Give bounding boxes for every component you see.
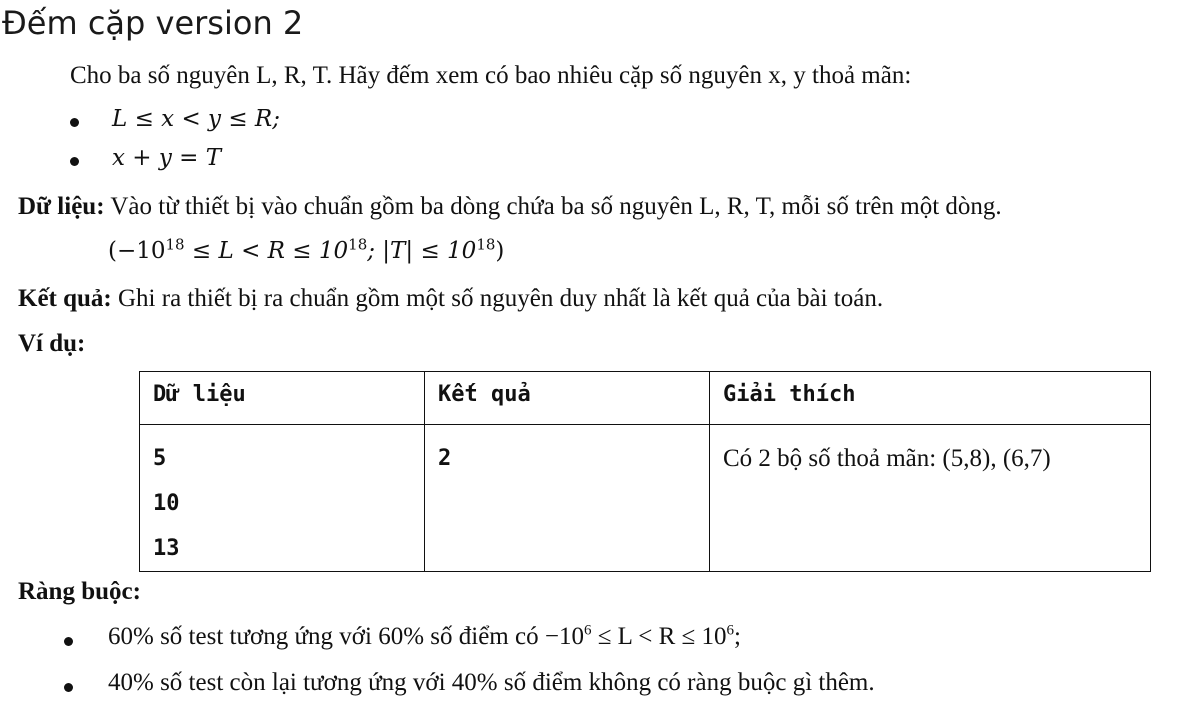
constraint-2: 40% số test còn lại tương ứng với 40% số điểm không có ràng buộc gì thêm. xyxy=(108,669,875,696)
input-label: Dữ liệu: xyxy=(18,193,105,220)
input-description xyxy=(18,193,1002,221)
input-range: ($-10^{18} \le L < R \le 10^{18}$; $|T| \le 10^{18}$) xyxy=(108,235,505,264)
bullet-icon xyxy=(64,637,73,646)
table-header-cell: Kết quả xyxy=(425,372,710,425)
table-row xyxy=(140,425,1151,572)
bullet-icon xyxy=(70,118,79,127)
example-table xyxy=(139,371,1151,572)
problem-intro: Cho ba số nguyên L, R, T. Hãy đếm xem có bao nhiêu cặp số nguyên x, y thoả mãn: xyxy=(70,62,912,89)
example-label: Ví dụ: xyxy=(18,330,86,357)
table-header-cell: Giải thích xyxy=(710,372,1151,425)
input-text: Vào từ thiết bị vào chuẩn gồm ba dòng chứa ba số nguyên L, R, T, mỗi số trên một dòng. xyxy=(110,193,1002,220)
example-explanation-cell: Có 2 bộ số thoả mãn: (5,8), (6,7) xyxy=(710,425,1151,572)
example-output-cell: 2 xyxy=(425,425,710,572)
page-title: Đếm cặp version 2 xyxy=(2,4,304,42)
table-header-row xyxy=(140,372,1151,425)
table-header-cell: Dữ liệu xyxy=(140,372,425,425)
condition-2: x + y = T xyxy=(112,145,222,171)
input-line: 5 xyxy=(153,446,167,471)
constraints-label: Ràng buộc: xyxy=(18,578,141,605)
output-text: Ghi ra thiết bị ra chuẩn gồm một số nguyên duy nhất là kết quả của bài toán. xyxy=(118,285,884,312)
input-line: 13 xyxy=(153,536,180,561)
bullet-icon xyxy=(70,157,79,166)
example-input-cell xyxy=(140,425,425,572)
input-line: 10 xyxy=(153,491,180,516)
constraint-1: 60% số test tương ứng với 60% số điểm có $-10^6 \le L < R \le 10^6$; xyxy=(108,622,741,650)
bullet-icon xyxy=(64,683,73,692)
condition-1: L ≤ x < y ≤ R; xyxy=(112,106,280,132)
output-description xyxy=(18,285,883,313)
output-label: Kết quả: xyxy=(18,285,112,312)
